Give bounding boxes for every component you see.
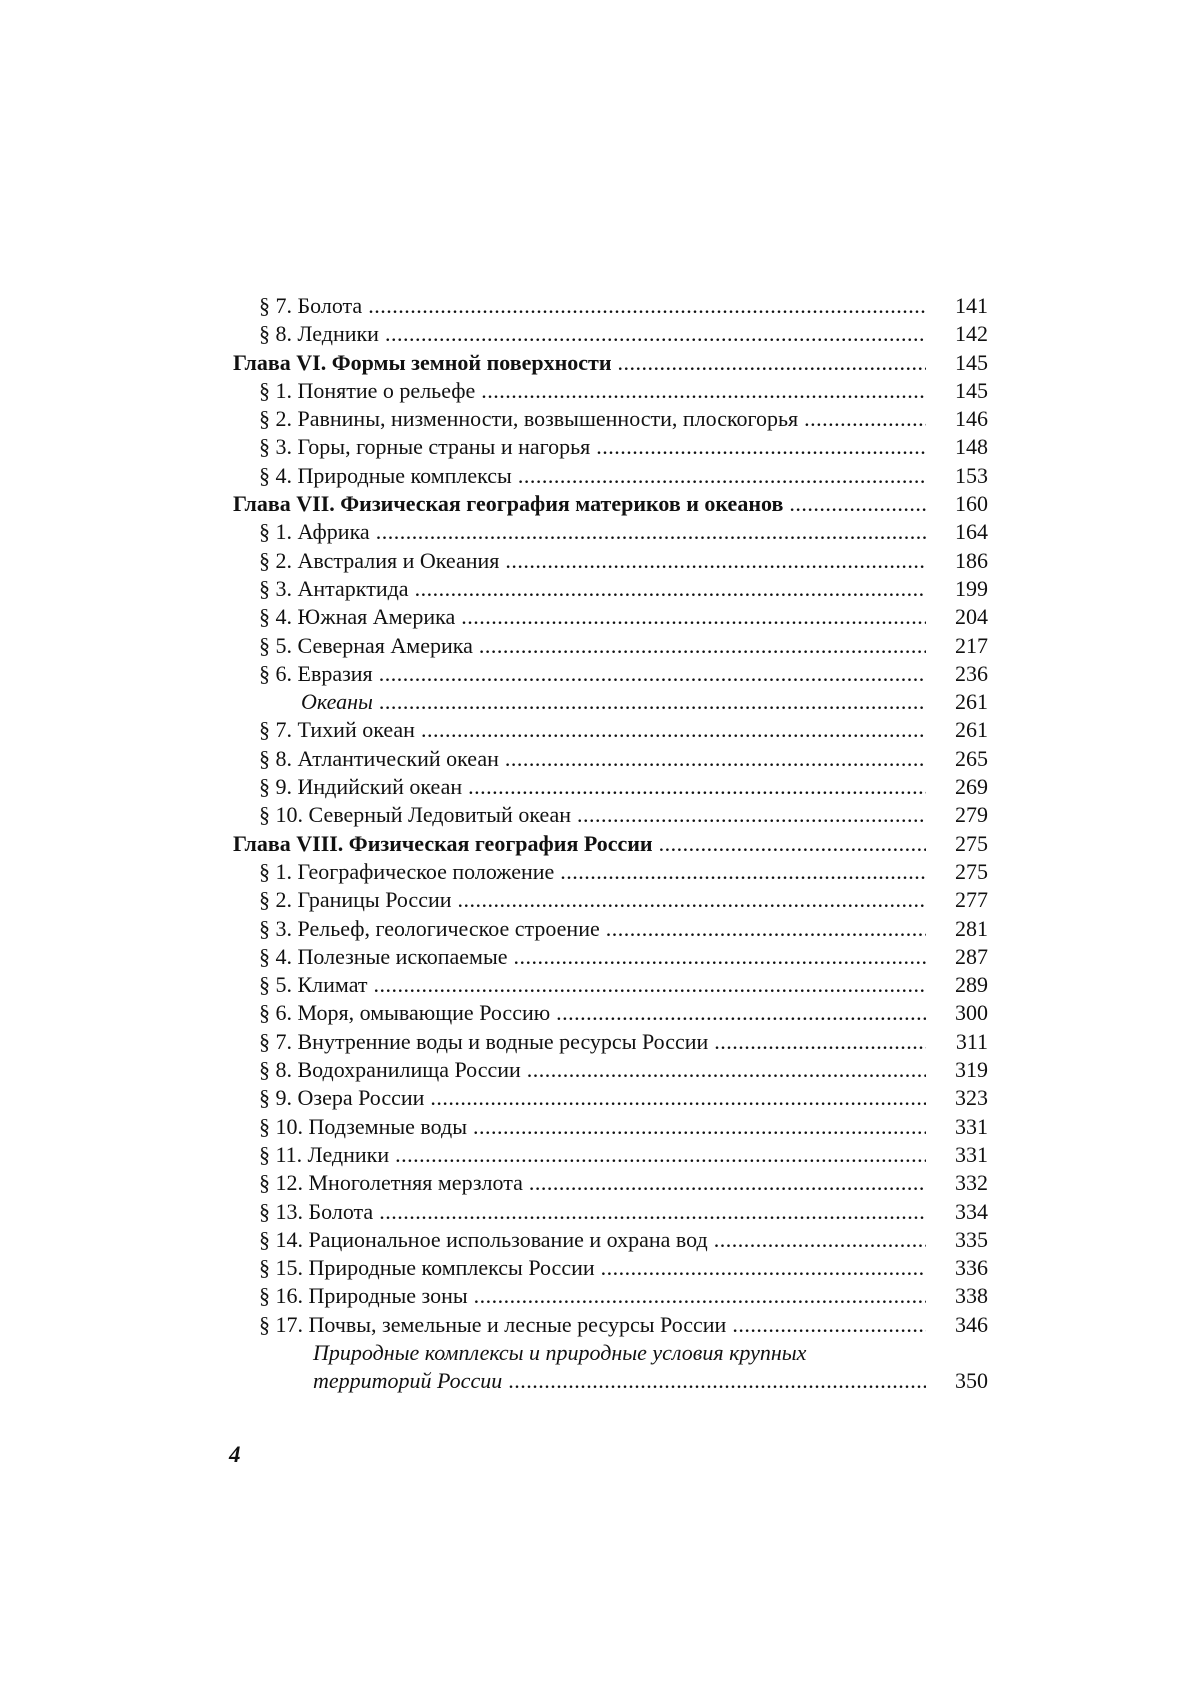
toc-entry-title: § 15. Природные комплексы России xyxy=(259,1254,601,1282)
toc-entry xyxy=(233,1198,988,1226)
dot-leader xyxy=(368,292,926,320)
dot-leader xyxy=(577,801,926,829)
toc-entry-title: § 1. Африка xyxy=(259,518,376,546)
toc-entry-title: § 16. Природные зоны xyxy=(259,1282,474,1310)
dot-leader xyxy=(601,1254,926,1282)
toc-page-number: 142 xyxy=(928,320,988,348)
dot-leader xyxy=(430,1084,926,1112)
dot-leader xyxy=(395,1141,926,1169)
dot-leader xyxy=(732,1311,926,1339)
toc-entry-title: § 7. Тихий океан xyxy=(259,716,421,744)
toc-entry-title: § 6. Евразия xyxy=(259,660,379,688)
toc-chapter-entry xyxy=(233,349,988,377)
dot-leader xyxy=(514,943,927,971)
toc-entry xyxy=(233,1254,988,1282)
toc-entry-title: Природные комплексы и природные условия крупных xyxy=(313,1339,812,1367)
toc-page-number: 275 xyxy=(928,830,988,858)
toc-page-number: 277 xyxy=(928,886,988,914)
toc-entry-title: § 1. Географическое положение xyxy=(259,858,560,886)
toc-entry-title: § 4. Природные комплексы xyxy=(259,462,518,490)
toc-entry xyxy=(233,660,988,688)
toc-entry-title: § 10. Северный Ледовитый океан xyxy=(259,801,577,829)
toc-entry xyxy=(233,1169,988,1197)
toc-page-number: 346 xyxy=(928,1311,988,1339)
dot-leader xyxy=(376,518,926,546)
toc-page-number: 300 xyxy=(928,999,988,1027)
toc-page-number: 275 xyxy=(928,858,988,886)
toc-page-number: 261 xyxy=(928,688,988,716)
toc-entry-title: § 14. Рациональное использование и охрана вод xyxy=(259,1226,714,1254)
toc-entry-title: § 7. Болота xyxy=(259,292,368,320)
dot-leader xyxy=(659,830,926,858)
toc-entry-title: территорий России xyxy=(313,1367,508,1395)
toc-page-number: 289 xyxy=(928,971,988,999)
dot-leader xyxy=(385,320,926,348)
toc-entry-title: § 2. Равнины, низменности, возвышенности, плоскогорья xyxy=(259,405,804,433)
toc-entry xyxy=(233,688,988,716)
toc-page-number: 160 xyxy=(928,490,988,518)
toc-entry xyxy=(233,943,988,971)
dot-leader xyxy=(458,886,926,914)
dot-leader xyxy=(474,1282,926,1310)
toc-entry xyxy=(233,1311,988,1339)
dot-leader xyxy=(379,1198,926,1226)
toc-entry-title: § 1. Понятие о рельефе xyxy=(259,377,481,405)
dot-leader xyxy=(415,575,926,603)
toc-entry-title: § 2. Австралия и Океания xyxy=(259,547,505,575)
toc-page-number: 338 xyxy=(928,1282,988,1310)
toc-entry-title: Глава VI. Формы земной поверхности xyxy=(233,349,618,377)
dot-leader xyxy=(379,688,926,716)
dot-leader xyxy=(508,1367,926,1395)
toc-entry xyxy=(233,632,988,660)
toc-entry xyxy=(233,1028,988,1056)
toc-entry xyxy=(233,377,988,405)
dot-leader xyxy=(618,349,926,377)
dot-leader xyxy=(479,632,926,660)
toc-entry-title: § 4. Полезные ископаемые xyxy=(259,943,514,971)
toc-entry xyxy=(233,1226,988,1254)
dot-leader xyxy=(379,660,926,688)
toc-entry xyxy=(233,1339,988,1367)
dot-leader xyxy=(527,1056,926,1084)
toc-entry xyxy=(233,773,988,801)
toc-entry xyxy=(233,915,988,943)
toc-entry-title: § 8. Атлантический океан xyxy=(259,745,505,773)
toc-page-number: 332 xyxy=(928,1169,988,1197)
dot-leader xyxy=(505,745,926,773)
dot-leader xyxy=(421,716,926,744)
toc-page-number: 261 xyxy=(928,716,988,744)
toc-page-number: 319 xyxy=(928,1056,988,1084)
toc-page-number: 186 xyxy=(928,547,988,575)
toc-entry-title: § 5. Северная Америка xyxy=(259,632,479,660)
toc-page-number: 148 xyxy=(928,433,988,461)
toc-page-number: 331 xyxy=(928,1113,988,1141)
toc-entry-title: § 3. Антарктида xyxy=(259,575,415,603)
toc-page-number: 145 xyxy=(928,377,988,405)
toc-page-number: 145 xyxy=(928,349,988,377)
toc-entry xyxy=(233,575,988,603)
toc-entry xyxy=(233,1113,988,1141)
toc-entry-title: § 2. Границы России xyxy=(259,886,458,914)
toc-entry-title: § 9. Озера России xyxy=(259,1084,430,1112)
dot-leader xyxy=(556,999,926,1027)
toc-entry xyxy=(233,1141,988,1169)
toc-entry-title: § 3. Рельеф, геологическое строение xyxy=(259,915,606,943)
toc-entry-title: § 8. Водохранилища России xyxy=(259,1056,527,1084)
dot-leader xyxy=(714,1226,926,1254)
toc-entry xyxy=(233,971,988,999)
dot-leader xyxy=(606,915,926,943)
toc-entry xyxy=(233,999,988,1027)
toc-entry-title: Глава VII. Физическая география материков и океанов xyxy=(233,490,789,518)
toc-entry-title: § 17. Почвы, земельные и лесные ресурсы России xyxy=(259,1311,732,1339)
toc-entry xyxy=(233,1367,988,1395)
toc-page-number: 146 xyxy=(928,405,988,433)
dot-leader xyxy=(374,971,926,999)
toc-page-number: 164 xyxy=(928,518,988,546)
dot-leader xyxy=(789,490,926,518)
dot-leader xyxy=(560,858,926,886)
toc-entry-title: § 10. Подземные воды xyxy=(259,1113,473,1141)
toc-entry-title: § 8. Ледники xyxy=(259,320,385,348)
toc-chapter-entry xyxy=(233,830,988,858)
toc-chapter-entry xyxy=(233,490,988,518)
toc-entry xyxy=(233,1084,988,1112)
toc-entry xyxy=(233,603,988,631)
toc-entry xyxy=(233,518,988,546)
toc-entry xyxy=(233,433,988,461)
toc-entry-title: § 12. Многолетняя мерзлота xyxy=(259,1169,529,1197)
page-number: 4 xyxy=(229,1442,241,1468)
dot-leader xyxy=(481,377,926,405)
toc-page-number: 204 xyxy=(928,603,988,631)
toc-page-number: 336 xyxy=(928,1254,988,1282)
toc-entry xyxy=(233,716,988,744)
toc-entry-title: § 13. Болота xyxy=(259,1198,379,1226)
toc-entry-title: § 3. Горы, горные страны и нагорья xyxy=(259,433,596,461)
toc-entry xyxy=(233,858,988,886)
toc-entry xyxy=(233,547,988,575)
toc-page-number: 311 xyxy=(928,1028,988,1056)
toc-entry-title: Глава VIII. Физическая география России xyxy=(233,830,659,858)
dot-leader xyxy=(596,433,926,461)
toc-entry xyxy=(233,745,988,773)
toc-entry-title: Океаны xyxy=(301,688,379,716)
toc-page-number: 141 xyxy=(928,292,988,320)
toc-page-number: 153 xyxy=(928,462,988,490)
toc-entry xyxy=(233,320,988,348)
toc-entry-title: § 4. Южная Америка xyxy=(259,603,461,631)
toc-page-number: 281 xyxy=(928,915,988,943)
dot-leader xyxy=(804,405,926,433)
toc-page-number: 331 xyxy=(928,1141,988,1169)
dot-leader xyxy=(473,1113,926,1141)
toc-entry-title: § 9. Индийский океан xyxy=(259,773,468,801)
toc-entry xyxy=(233,462,988,490)
toc-page-number: 323 xyxy=(928,1084,988,1112)
toc-entry xyxy=(233,405,988,433)
toc-page-number: 335 xyxy=(928,1226,988,1254)
toc-entry-title: § 5. Климат xyxy=(259,971,374,999)
toc-entry xyxy=(233,292,988,320)
toc-page-number: 279 xyxy=(928,801,988,829)
dot-leader xyxy=(505,547,926,575)
dot-leader xyxy=(529,1169,926,1197)
toc-entry xyxy=(233,886,988,914)
toc-page-number: 236 xyxy=(928,660,988,688)
toc-page-number: 334 xyxy=(928,1198,988,1226)
table-of-contents xyxy=(233,292,988,1396)
toc-entry-title: § 7. Внутренние воды и водные ресурсы России xyxy=(259,1028,714,1056)
toc-page-number: 199 xyxy=(928,575,988,603)
toc-entry xyxy=(233,801,988,829)
dot-leader xyxy=(468,773,926,801)
toc-page-number: 287 xyxy=(928,943,988,971)
toc-page-number: 269 xyxy=(928,773,988,801)
toc-entry xyxy=(233,1282,988,1310)
dot-leader xyxy=(461,603,926,631)
toc-page-number: 217 xyxy=(928,632,988,660)
toc-entry-title: § 11. Ледники xyxy=(259,1141,395,1169)
toc-entry-title: § 6. Моря, омывающие Россию xyxy=(259,999,556,1027)
toc-page-number: 350 xyxy=(928,1367,988,1395)
dot-leader xyxy=(518,462,926,490)
toc-page-number: 265 xyxy=(928,745,988,773)
dot-leader xyxy=(714,1028,926,1056)
toc-entry xyxy=(233,1056,988,1084)
